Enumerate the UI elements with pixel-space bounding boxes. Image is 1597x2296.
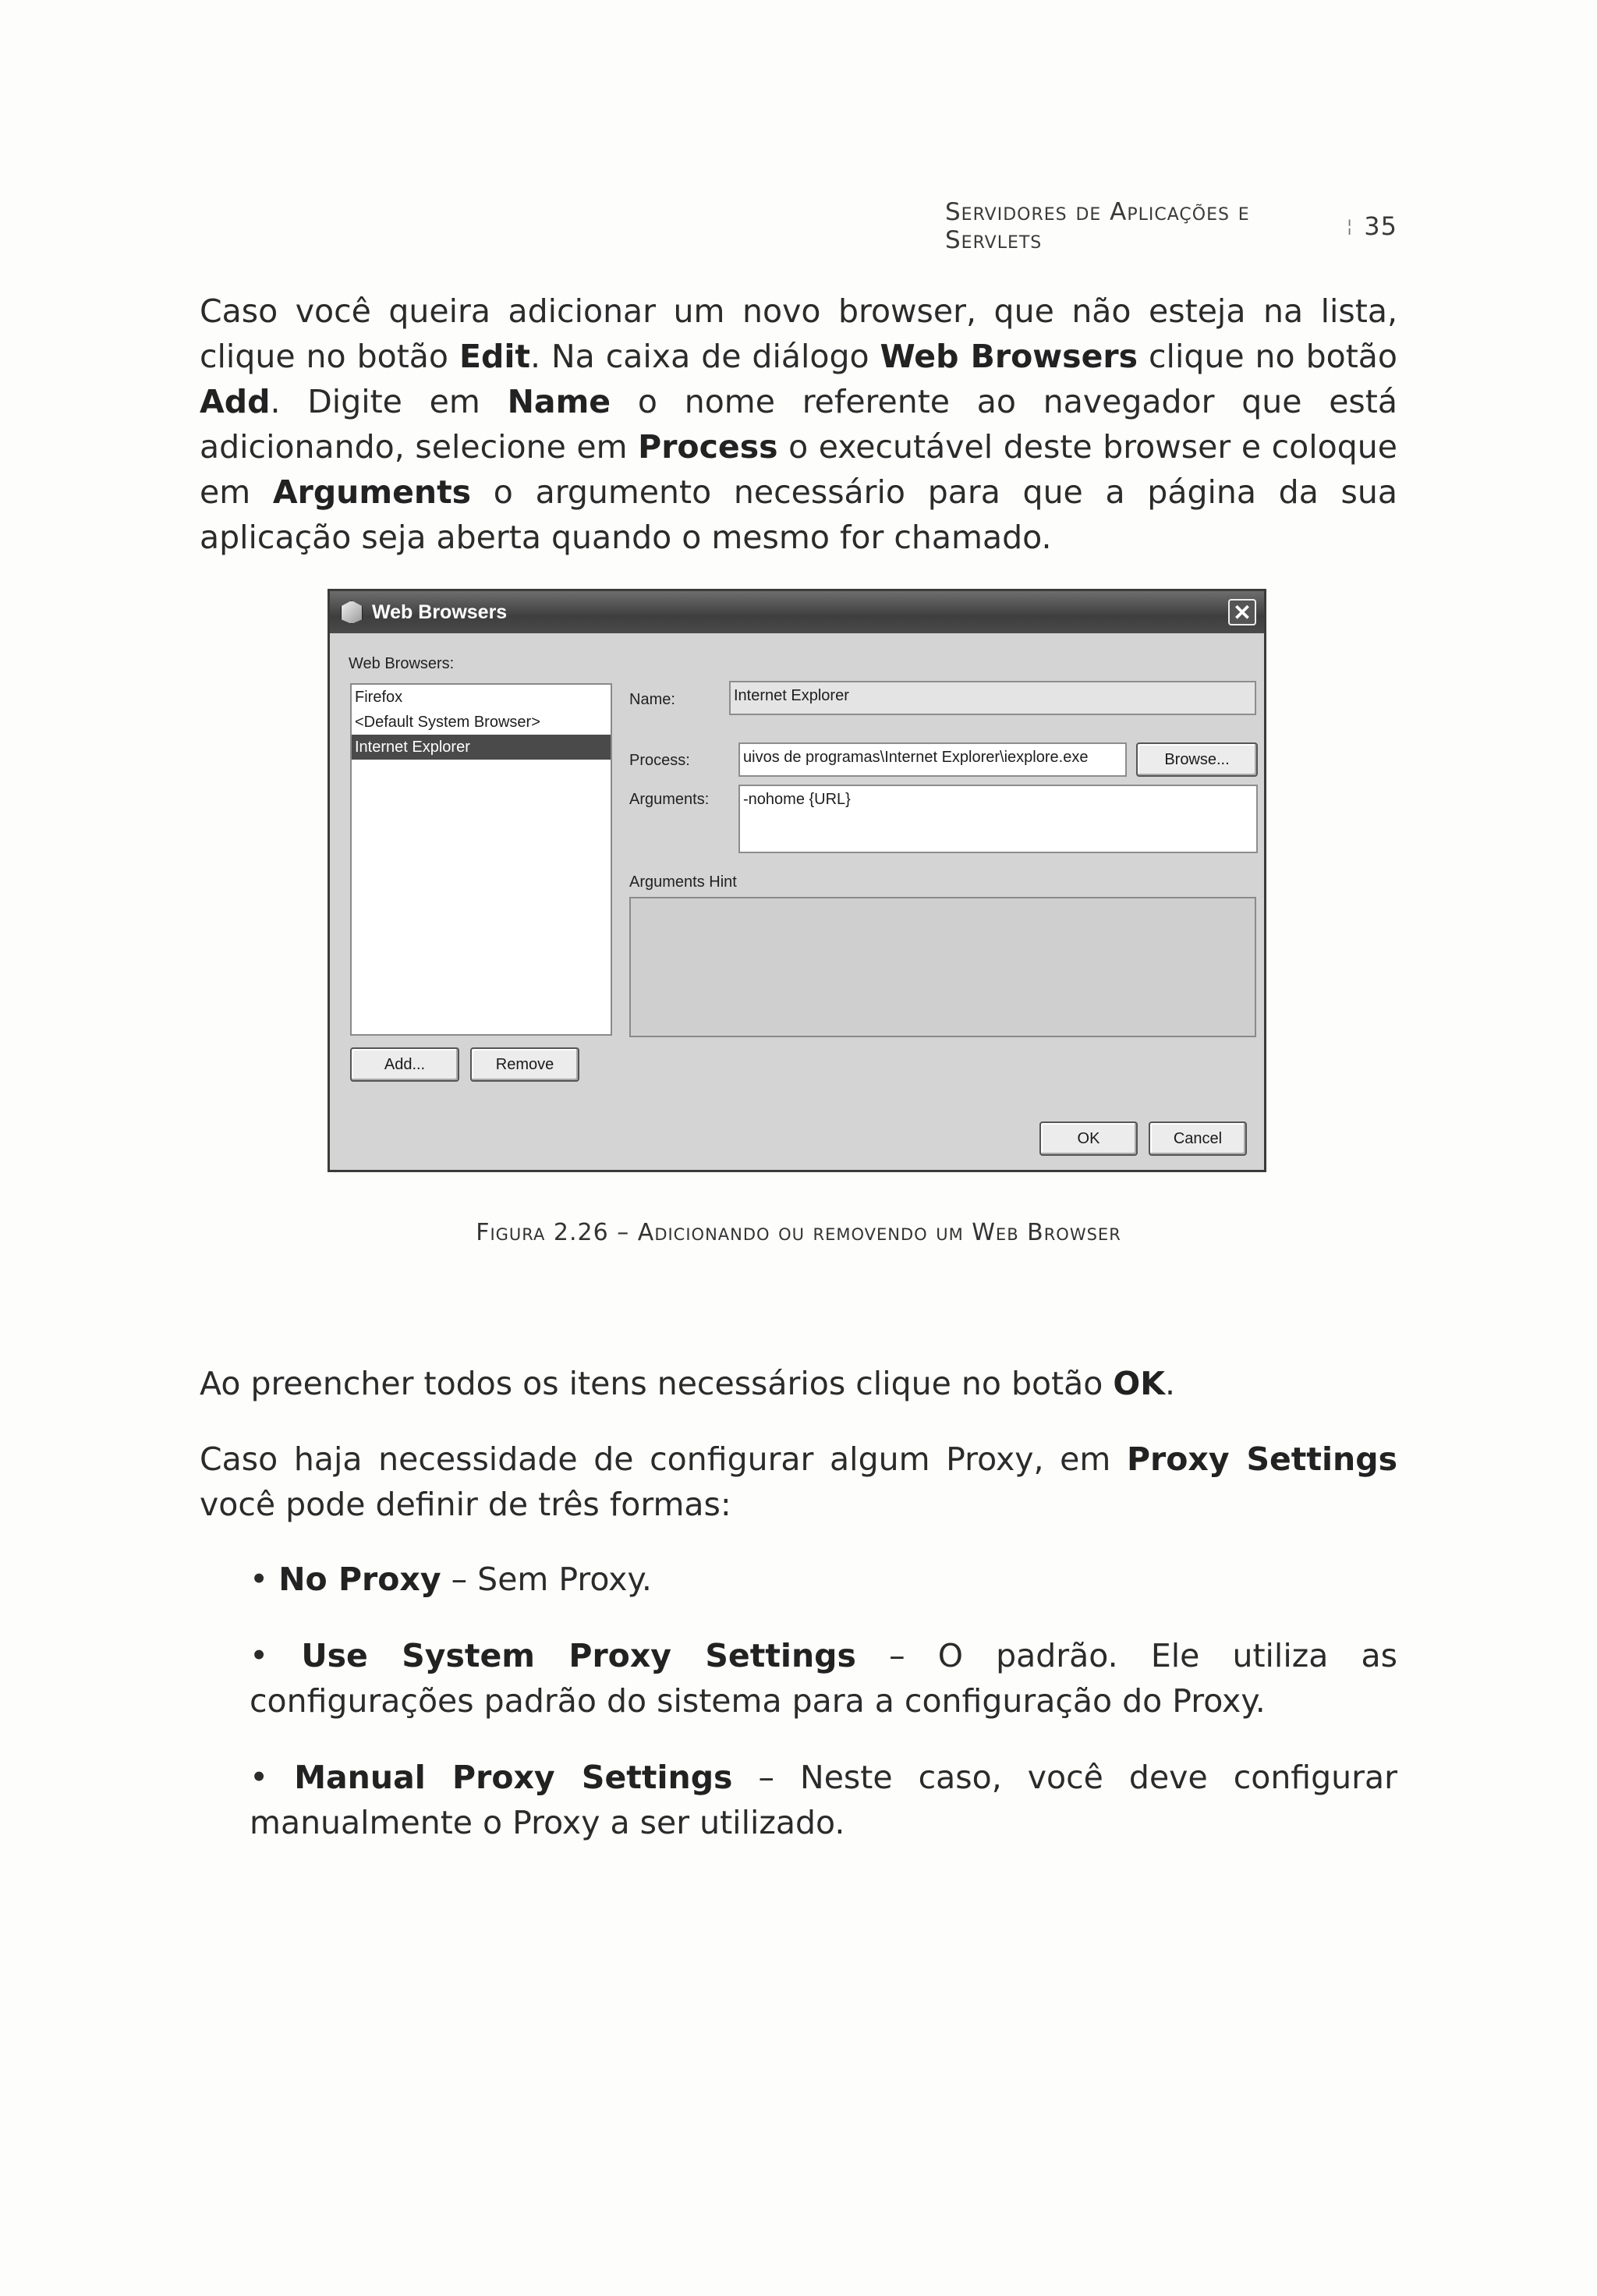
dialog-titlebar[interactable] [330, 591, 1264, 633]
arguments-hint-label: Arguments Hint [629, 873, 737, 891]
list-item [250, 1557, 1397, 1602]
text: Caso você queira adicionar um novo browser, que não esteja na lista, clique no botão [200, 292, 1397, 375]
app-icon [341, 601, 363, 624]
web-browsers-dialog [328, 589, 1266, 1172]
bullet: • [250, 1637, 269, 1674]
running-title: Servidores de Aplicações e Servlets [945, 198, 1250, 254]
page-number: 35 [1364, 211, 1397, 241]
figure-caption: Figura 2.26 – Adicionando ou removendo um Web Browser [476, 1219, 1121, 1246]
process-field[interactable]: uivos de programas\Internet Explorer\iexplore.exe [738, 742, 1127, 777]
close-button[interactable]: ✕ [1228, 599, 1256, 625]
text: . [1165, 1365, 1176, 1402]
text: Caso haja necessidade de configurar algum Proxy, em [200, 1440, 1127, 1478]
text: o argumento necessário para que a página da sua aplicação seja aberta quando o mesmo for chamado. [200, 473, 1397, 556]
bold-term: Proxy Settings [1126, 1440, 1397, 1478]
text: você pode definir de três formas: [200, 1486, 731, 1523]
add-button[interactable]: Add... [350, 1047, 459, 1082]
browse-button[interactable]: Browse... [1136, 742, 1258, 777]
text: o nome referente ao navegador que está adicionando, selecione em [200, 383, 1397, 466]
list-item[interactable]: <Default System Browser> [355, 714, 540, 731]
arguments-hint-box [629, 897, 1256, 1037]
bold-term: OK [1113, 1365, 1166, 1402]
text: clique no botão [1138, 338, 1397, 375]
text: Ao preencher todos os itens necessários clique no botão [200, 1365, 1114, 1402]
bold-term: Edit [459, 338, 530, 375]
arguments-field[interactable]: -nohome {URL} [738, 785, 1258, 853]
bold-term: Manual Proxy Settings [294, 1759, 733, 1796]
bullet: • [250, 1759, 269, 1796]
proxy-options-list [250, 1557, 1397, 1876]
process-label: Process: [629, 752, 690, 769]
name-label: Name: [629, 691, 675, 708]
list-item [250, 1633, 1397, 1724]
bold-term: Name [507, 383, 611, 420]
text: – Neste caso, você deve configurar manualmente o Proxy a ser utilizado. [250, 1759, 1397, 1841]
text: . Na caixa de diálogo [529, 338, 880, 375]
arguments-label: Arguments: [629, 791, 710, 808]
text: . Digite em [270, 383, 508, 420]
bold-term: Web Browsers [880, 338, 1138, 375]
text: – Sem Proxy. [441, 1561, 652, 1598]
list-item [250, 1755, 1397, 1845]
ok-button[interactable]: OK [1039, 1121, 1138, 1156]
header-separator: ¦ [1346, 216, 1354, 236]
text: o executável deste browser e coloque em [200, 428, 1397, 511]
intro-paragraph [200, 289, 1397, 560]
list-item[interactable]: Firefox [355, 689, 403, 706]
bold-term: Add [200, 383, 271, 420]
dialog-title: Web Browsers [372, 601, 508, 623]
web-browsers-label: Web Browsers: [349, 655, 455, 672]
bold-term: Arguments [272, 473, 472, 511]
bullet: • [250, 1561, 269, 1598]
bold-term: Process [638, 428, 778, 466]
remove-button[interactable]: Remove [470, 1047, 579, 1082]
bold-term: No Proxy [278, 1561, 441, 1598]
browser-list[interactable] [350, 683, 612, 1036]
list-item-selected[interactable]: Internet Explorer [352, 735, 611, 760]
text: – O padrão. Ele utiliza as configurações padrão do sistema para a configuração do Proxy. [250, 1637, 1397, 1720]
running-header [945, 198, 1397, 254]
name-field[interactable]: Internet Explorer [729, 681, 1256, 715]
cancel-button[interactable]: Cancel [1149, 1121, 1247, 1156]
bold-term: Use System Proxy Settings [301, 1637, 856, 1674]
proxy-paragraph [200, 1437, 1397, 1527]
ok-paragraph [200, 1361, 1397, 1406]
